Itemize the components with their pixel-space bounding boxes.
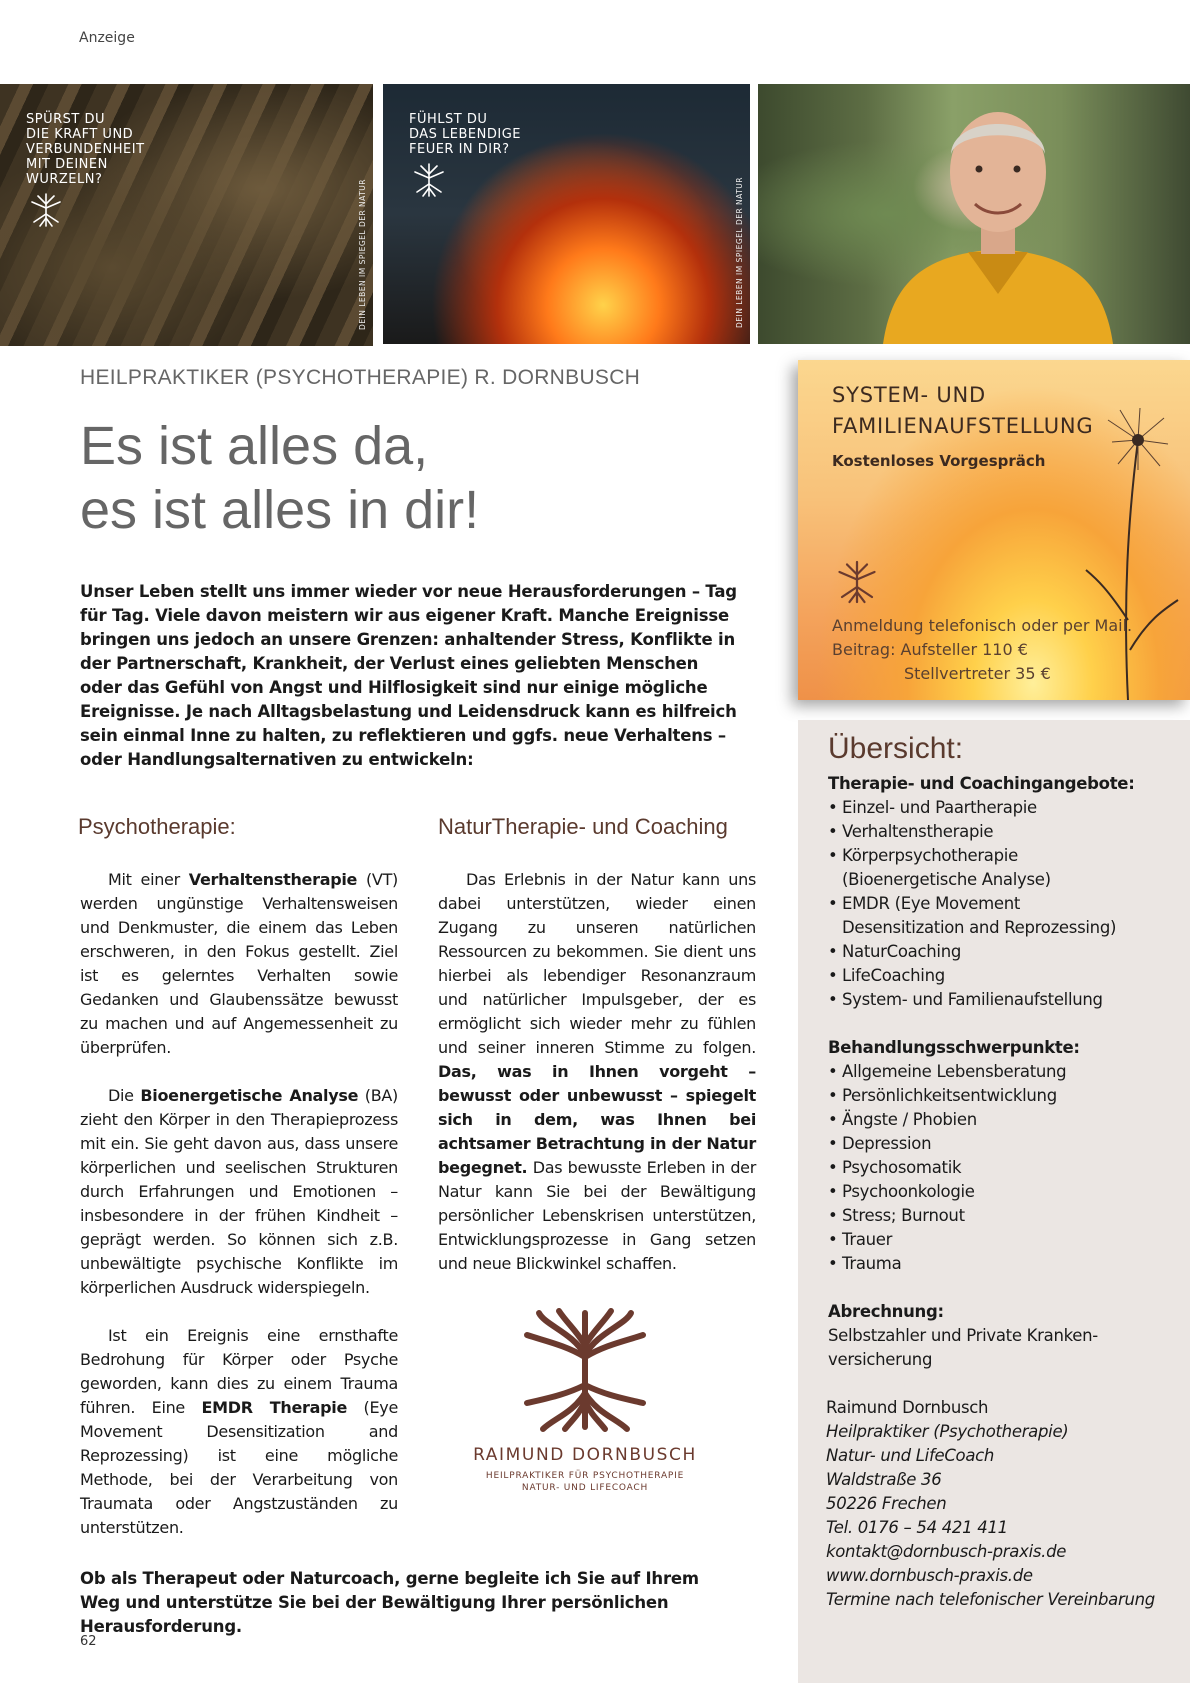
vt-paragraph: Mit einer Verhaltenstherapie (VT) werden ungünstige Verhaltensweisen und Denkmuster, die einem das Leben erschweren, in den Fokus gestellt. Ziel ist es gelerntes Verhalten sowie Gedanken und Glaubenssätze bewusst zu machen und auf Angemessenheit zu überprüfen.: [80, 870, 398, 1057]
contact-email-link[interactable]: kontakt@dornbusch-praxis.de: [826, 1542, 1067, 1561]
list-item: • Allgemeine Lebensberatung: [828, 1062, 1067, 1081]
logo-subtitle-2: NATUR- UND LIFECOACH: [521, 1483, 649, 1493]
roots-caption: SPÜRST DU DIE KRAFT UND VERBUNDENHEIT MIT DEINEN WURZELN?: [26, 112, 145, 187]
contact-role: Heilpraktiker (Psychotherapie): [826, 1422, 1069, 1441]
list-item: • Trauma: [828, 1254, 902, 1273]
contact-city: 50226 Frechen: [826, 1494, 947, 1513]
list-item: Desensitization and Reprozessing): [842, 918, 1117, 937]
roots-photo: [0, 84, 373, 346]
practice-subtitle: HEILPRAKTIKER (PSYCHOTHERAPIE) R. DORNBUSCH: [80, 366, 641, 389]
promo-title: SYSTEM- UND FAMILIENAUFSTELLUNG: [832, 383, 1094, 438]
contact-coach: Natur- und LifeCoach: [826, 1446, 995, 1465]
fire-caption: FÜHLST DU DAS LEBENDIGE FEUER IN DIR?: [409, 112, 522, 157]
tree-logo-icon: [515, 1305, 655, 1435]
logo-name: RAIMUND DORNBUSCH: [473, 1445, 697, 1465]
promo-info: Anmeldung telefonisch oder per Mail. Beitrag: Aufsteller 110 € Stellvertreter 35 €: [832, 616, 1133, 683]
headline-line-2: es ist alles in dir!: [80, 480, 480, 540]
logo-subtitle-1: HEILPRAKTIKER FÜR PSYCHOTHERAPIE: [485, 1471, 685, 1481]
roots-side-text: DEIN LEBEN IM SPIEGEL DER NATUR: [358, 179, 367, 330]
psychotherapie-heading: Psychotherapie:: [78, 814, 236, 839]
tree-icon: [832, 556, 882, 608]
tree-icon: [409, 160, 449, 200]
contact-street: Waldstraße 36: [826, 1470, 942, 1489]
list-item: • Stress; Burnout: [828, 1206, 965, 1225]
list-item: • Depression: [828, 1134, 932, 1153]
list-item: (Bioenergetische Analyse): [842, 870, 1051, 889]
portrait-photo: [758, 84, 1190, 344]
headline: [80, 414, 479, 542]
contact-name: Raimund Dornbusch: [826, 1398, 989, 1417]
list-item: • Ängste / Phobien: [828, 1110, 977, 1129]
list-item: • Körperpsychotherapie: [828, 846, 1018, 865]
list-item: • LifeCoaching: [828, 966, 945, 985]
promo-subtitle: Kostenloses Vorgespräch: [832, 452, 1046, 470]
list-item: • Trauer: [828, 1230, 893, 1249]
fire-side-text: DEIN LEBEN IM SPIEGEL DER NATUR: [735, 177, 744, 328]
ad-label: Anzeige: [79, 30, 135, 46]
natur-paragraph: Das Erlebnis in der Natur kann uns dabei unterstützen, wieder einen Zugang zu unseren natürlichen Ressourcen zu bekommen. Sie dient uns hierbei als lebendiger Resonanzraum und natürlicher Impulsgeber, der es ermöglicht sich wieder mehr zu fühlen und seiner inneren Stimme zu folgen. Das, was in Ihnen vorgeht – bewusst oder unbewusst – spiegelt sich in dem, was Ihnen bei achtsamer Betrachtung in der Natur begegnet. Das bewusste Erleben in der Natur kann Sie bei der Bewältigung persönlicher Lebenskrisen unterstützen, Entwicklungsprozesse in Gang setzen und neue Blickwinkel schaffen.: [438, 870, 756, 1273]
ba-paragraph: Die Bioenergetische Analyse (BA) zieht den Körper in den Therapieprozess mit ein. Sie geht davon aus, dass unsere körperlichen und seelischen Strukturen durch Erfahrungen und Emotionen – insbesondere in der frühen Kindheit – geprägt werden. So können sich z.B. unbewältigte psychische Konflikte im körperlichen Ausdruck widerspiegeln.: [80, 1086, 398, 1297]
list-item: • Psychoonkologie: [828, 1182, 975, 1201]
list-item: • Psychosomatik: [828, 1158, 962, 1177]
natur-text: [438, 868, 756, 1300]
page-number: 62: [80, 1634, 97, 1649]
fire-photo: [383, 84, 750, 344]
contact-note: Termine nach telefonischer Vereinbarung: [826, 1590, 1155, 1609]
closing-paragraph: Ob als Therapeut oder Naturcoach, gerne begleite ich Sie auf Ihrem Weg und unterstütze Sie bei der Bewältigung Ihrer persönlichen Herausforderung.: [80, 1569, 699, 1636]
intro-paragraph: Unser Leben stellt uns immer wieder vor neue Herausforderungen – Tag für Tag. Viele davon meistern wir aus eigener Kraft. Manche Ereignisse bringen uns jedoch an unsere Grenzen: anhaltender Stress, Konflikte in der Partnerschaft, Krankheit, der Verlust eines geliebten Menschen oder das Gefühl von Angst und Hilflosigkeit sind nur einige mögliche Ereignisse. Je nach Alltagsbelastung und Leidensdruck kann es hilfreich sein einmal Inne zu halten, zu reflektieren und ggfs. neue Verhaltens – oder Handlungsalternativen zu entwickeln:: [80, 582, 737, 769]
contact-website-link[interactable]: www.dornbusch-praxis.de: [826, 1566, 1033, 1585]
natur-heading: NaturTherapie- und Coaching: [438, 814, 728, 839]
overview-sidebar: [798, 720, 1190, 1683]
list-item: • Persönlichkeitsentwicklung: [828, 1086, 1057, 1105]
list-item: • Verhaltenstherapie: [828, 822, 994, 841]
promo-box: [798, 360, 1190, 700]
list-item: • EMDR (Eye Movement: [828, 894, 1021, 913]
portrait-figure: [873, 84, 1123, 344]
offers-list: Therapie- und Coachingangebote: • Einzel- und Paartherapie • Verhaltenstherapie • Körperpsychotherapie (Bioenergetische Analyse) • EMDR (Eye Movement Desensitization and Reprozessing) • NaturCoaching • LifeCoaching • System- und Familienaufstellung: [828, 772, 1183, 1012]
contact-block: [826, 1396, 1181, 1612]
psychotherapie-text: [80, 868, 398, 1564]
tree-icon: [26, 190, 66, 230]
list-item: • System- und Familienaufstellung: [828, 990, 1103, 1009]
focus-list: Behandlungsschwerpunkte: • Allgemeine Lebensberatung • Persönlichkeitsentwicklung • Ängste / Phobien • Depression • Psychosomatik • Psychoonkologie • Stress; Burnout • Trauer • Trauma: [828, 1036, 1183, 1276]
headline-line-1: Es ist alles da,: [80, 416, 429, 476]
overview-title: Übersicht:: [828, 732, 964, 765]
list-item: • Einzel- und Paartherapie: [828, 798, 1037, 817]
contact-phone[interactable]: Tel. 0176 – 54 421 411: [826, 1518, 1008, 1537]
emdr-paragraph: Ist ein Ereignis eine ernsthafte Bedrohung für Körper oder Psyche geworden, kann dies zu einem Trauma führen. Eine EMDR Therapie (Eye Movement Desensitization and Reprozessing) ist eine mögliche Methode, bei der Verarbeitung von Traumata oder Angstzuständen zu unterstützen.: [80, 1326, 398, 1537]
billing-block: Abrechnung: Selbstzahler und Private Kranken- versicherung: [828, 1302, 1098, 1369]
list-item: • NaturCoaching: [828, 942, 962, 961]
brand-logo: [460, 1305, 710, 1495]
